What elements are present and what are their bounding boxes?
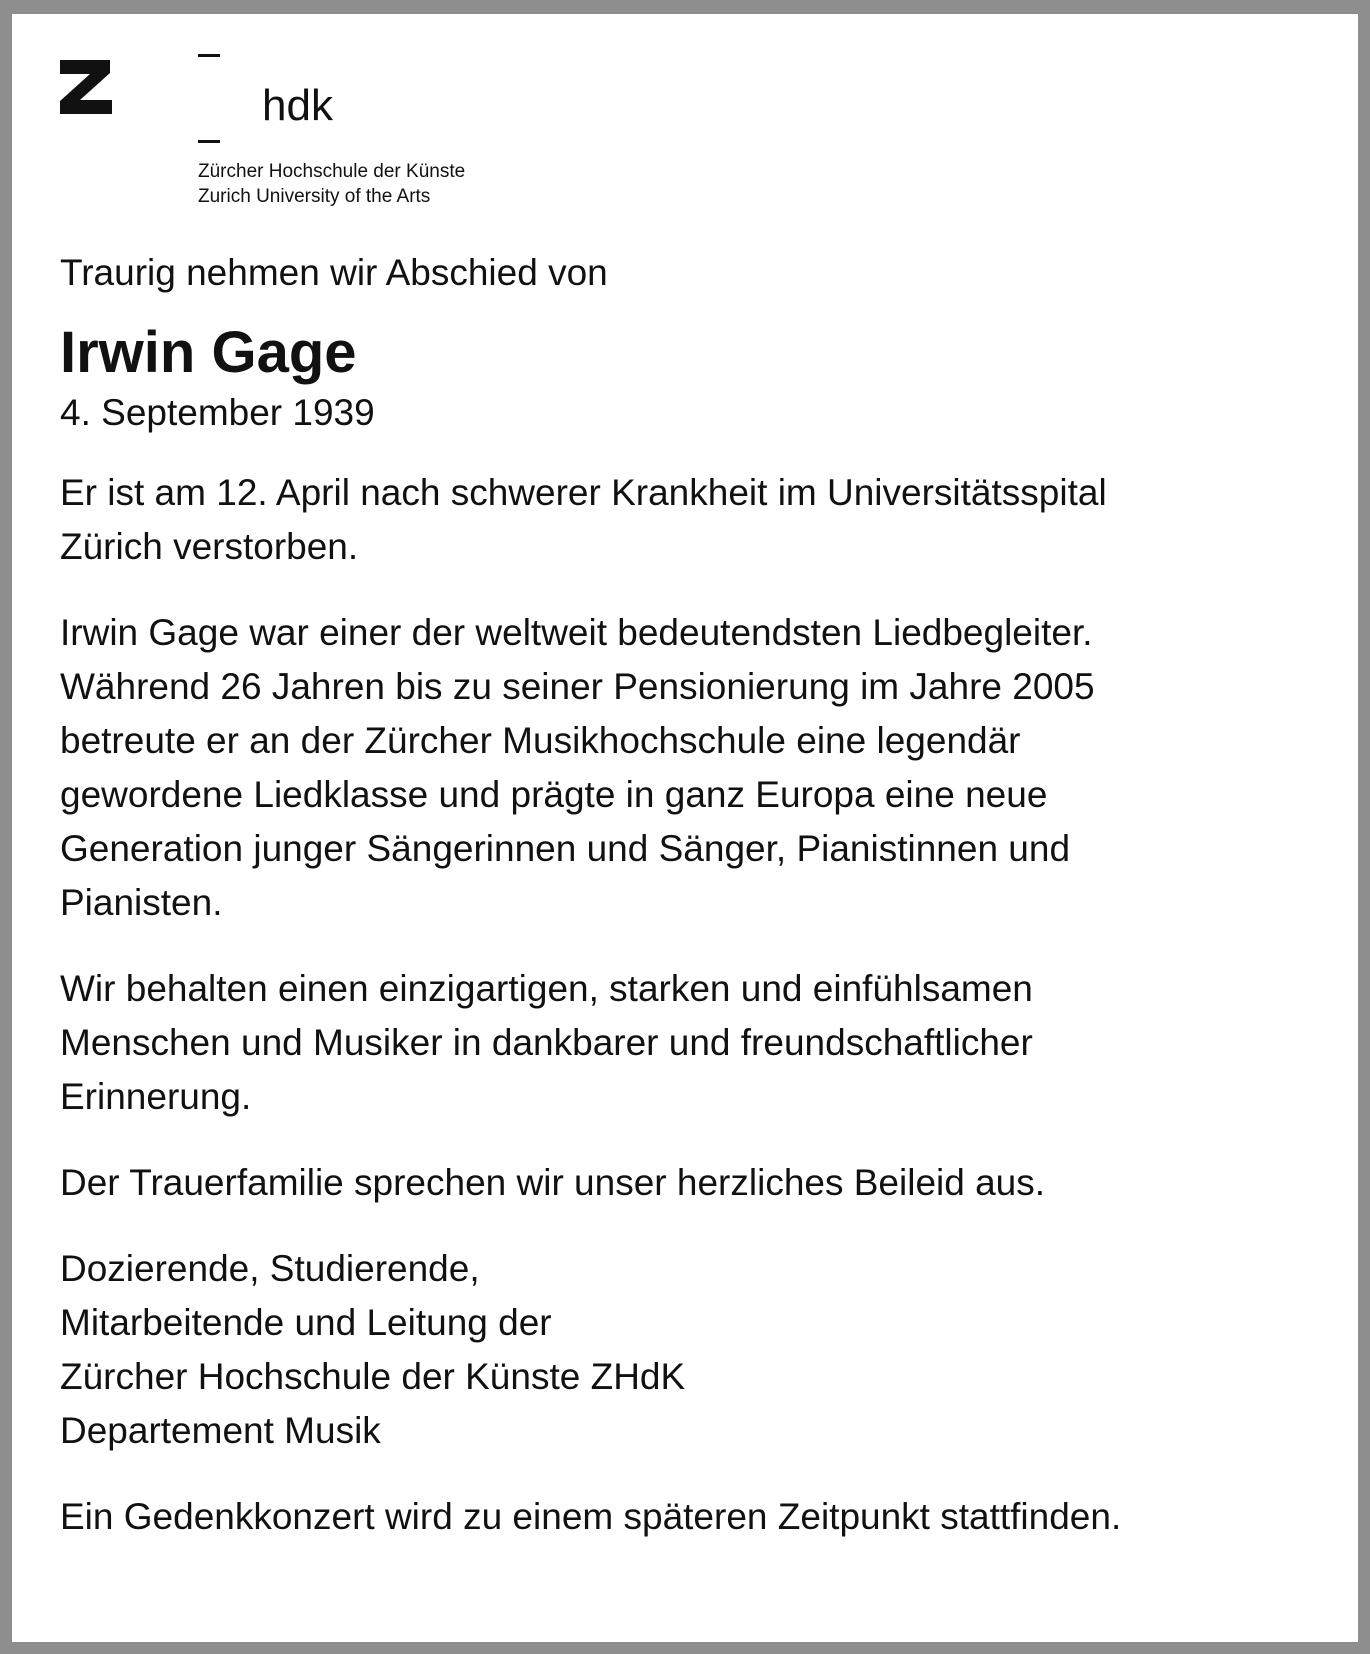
- z-logo-mark: [60, 54, 114, 118]
- obituary-text: [60, 246, 1330, 1544]
- intro-line: Traurig nehmen wir Abschied von: [60, 252, 608, 293]
- logo-subtitle-english: Zurich University of the Arts: [198, 186, 431, 207]
- text-line: Erinnerung.: [60, 1076, 252, 1117]
- obituary-page: [12, 14, 1358, 1642]
- paragraph-remembrance: [60, 962, 1330, 1124]
- paragraph-biography: [60, 606, 1330, 930]
- birth-date: 4. September 1939: [60, 392, 375, 433]
- text-line: Generation junger Sängerinnen und Sänger, Pianistinnen und: [60, 828, 1071, 869]
- deceased-name: Irwin Gage: [60, 320, 357, 385]
- signature-line: Mitarbeitende und Leitung der: [60, 1302, 552, 1343]
- text-line: Er ist am 12. April nach schwerer Krankheit im Universitätsspital: [60, 472, 1107, 513]
- signature-line: Departement Musik: [60, 1410, 381, 1451]
- logo-dash-top: [198, 54, 220, 57]
- text-line: Zürich verstorben.: [60, 526, 359, 567]
- text-line: Irwin Gage war einer der weltweit bedeutendsten Liedbegleiter.: [60, 612, 1093, 653]
- paragraph-condolences: [60, 1156, 1330, 1210]
- closing-line: Ein Gedenkkonzert wird zu einem späteren Zeitpunkt stattfinden.: [60, 1496, 1122, 1537]
- text-line: gewordene Liedklasse und prägte in ganz Europa eine neue: [60, 774, 1048, 815]
- text-line: Der Trauerfamilie sprechen wir unser herzliches Beileid aus.: [60, 1162, 1046, 1203]
- text-line: Während 26 Jahren bis zu seiner Pensionierung im Jahre 2005: [60, 666, 1095, 707]
- text-line: Menschen und Musiker in dankbarer und freundschaftlicher: [60, 1022, 1033, 1063]
- text-line: betreute er an der Zürcher Musikhochschule eine legendär: [60, 720, 1021, 761]
- text-line: Pianisten.: [60, 882, 223, 923]
- signature-block: [60, 1242, 1330, 1458]
- zhdk-logo: [12, 14, 612, 234]
- signature-line: Zürcher Hochschule der Künste ZHdK: [60, 1356, 686, 1397]
- text-line: Wir behalten einen einzigartigen, starken und einfühlsamen: [60, 968, 1033, 1009]
- logo-subtitle-german: Zürcher Hochschule der Künste: [198, 161, 466, 182]
- logo-name: hdk: [262, 81, 333, 130]
- signature-line: Dozierende, Studierende,: [60, 1248, 480, 1289]
- logo-dash-bottom: [198, 140, 220, 143]
- paragraph-death: [60, 466, 1330, 574]
